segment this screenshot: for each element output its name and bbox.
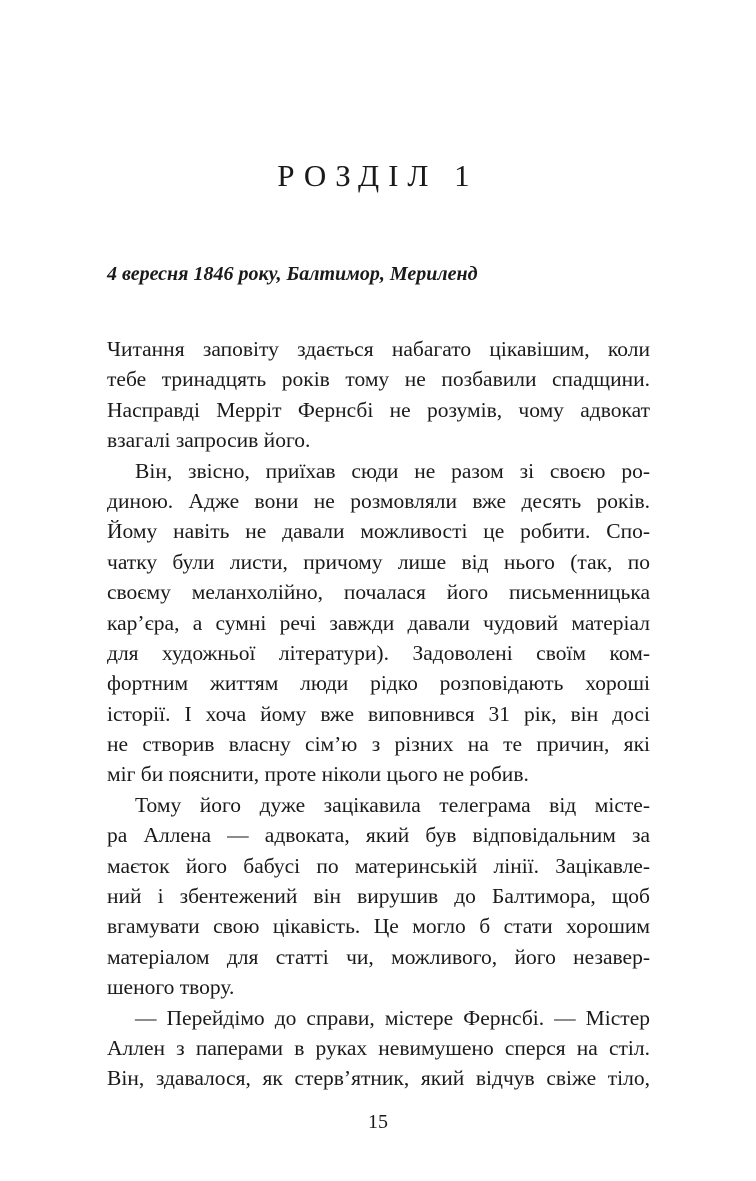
text-line: Він, звісно, приїхав сюди не разом зі своєю ро-: [135, 458, 650, 483]
text-line: вгамувати свою цікавість. Це могло б стати хорошим: [107, 914, 650, 939]
text-line: Він, здавалося, як стерв’ятник, який відчув свіже тіло,: [107, 1066, 650, 1091]
text-line: тебе тринадцять років тому не позбавили спадщини.: [107, 367, 650, 392]
text-line: чатку були листи, причому лише від нього (так, по: [107, 549, 650, 574]
text-line: Насправді Мерріт Фернсбі не розумів, чому адвокат: [107, 397, 650, 422]
text-line: — Перейдімо до справи, містере Фернсбі. — Містер: [135, 1005, 650, 1030]
text-line: маєток його бабусі по материнській лінії. Зацікавле-: [107, 853, 650, 878]
text-line: для художньої літератури). Задоволені своїм ком-: [107, 640, 650, 665]
text-line: Аллен з паперами в руках невимушено сперся на стіл.: [107, 1035, 650, 1060]
text-line: Читання заповіту здається набагато цікавішим, коли: [107, 337, 650, 361]
chapter-subtitle: 4 вересня 1846 року, Балтимор, Мериленд: [107, 263, 478, 285]
text-line: ра Аллена — адвоката, який був відповідальним за: [107, 823, 650, 848]
body-text: [107, 334, 650, 1094]
page-number: 15: [368, 1111, 388, 1133]
text-line: кар’єра, а сумні речі завжди давали чудовий матеріал: [107, 610, 650, 635]
text-line: ний і збентежений він вирушив до Балтимора, щоб: [107, 884, 650, 909]
text-line: Тому його дуже зацікавила телеграма від місте-: [135, 792, 650, 817]
text-line: не створив власну сім’ю з різних на те причин, які: [107, 732, 650, 757]
text-line: історії. І хоча йому вже виповнився 31 рік, він досі: [107, 701, 650, 726]
text-line: міг би пояснити, проте ніколи цього не робив.: [107, 762, 529, 787]
chapter-title: РОЗДІЛ 1: [277, 158, 479, 193]
text-line: диною. Адже вони не розмовляли вже десять років.: [107, 488, 650, 513]
text-line: матеріалом для статті чи, можливого, його незавер-: [107, 944, 650, 969]
text-line: Йому навіть не давали можливості це робити. Спо-: [107, 519, 650, 544]
text-line: шеного твору.: [107, 975, 235, 1000]
text-line: взагалі запросив його.: [107, 428, 311, 453]
text-line: своєму меланхолійно, почалася його письменницька: [107, 580, 650, 605]
text-line: фортним життям люди рідко розповідають хороші: [107, 671, 650, 696]
